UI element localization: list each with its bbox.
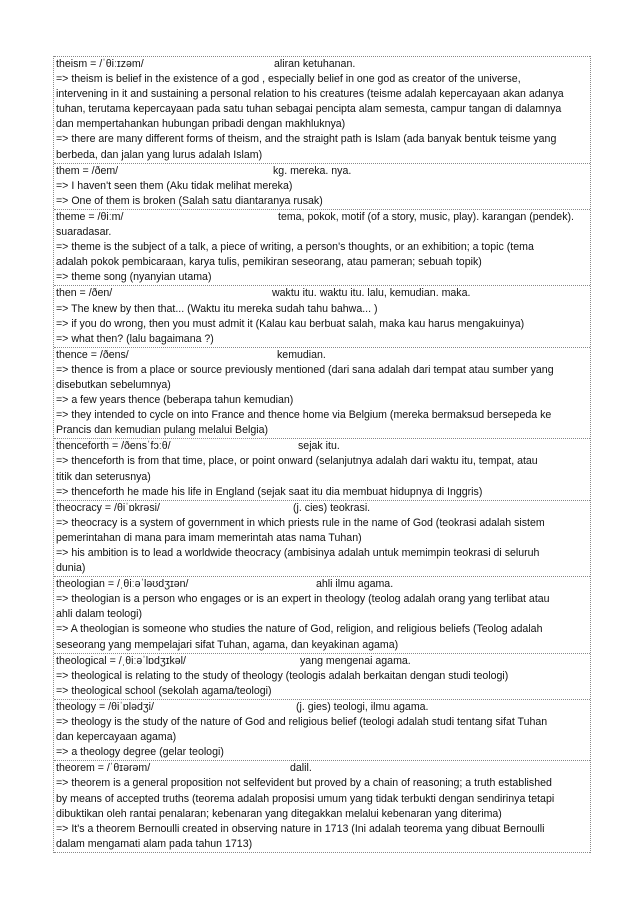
- entry-line: => a few years thence (beberapa tahun kemudian): [56, 394, 294, 407]
- entry-line: disebutkan sebelumnya): [56, 378, 171, 391]
- entry-line: => they intended to cycle on into France and thence home via Belgium (mereka bermaksud bersepeda ke: [56, 409, 552, 422]
- entry-headword: theocracy = /θiˈɒkrəsi/: [56, 501, 160, 514]
- entry-headline: [56, 439, 588, 454]
- entry-headline: [56, 348, 588, 363]
- entry-headword: theological = /ˌθiːəˈlɒdʒɪkəl/: [56, 654, 186, 667]
- entry-line: => theme is the subject of a talk, a piece of writing, a person's thoughts, or an exhibition; a topic (tema: [56, 241, 534, 254]
- entry-line: => One of them is broken (Salah satu diantaranya rusak): [56, 194, 323, 207]
- entry-line: => I haven't seen them (Aku tidak melihat mereka): [56, 179, 293, 192]
- entry-line: by means of accepted truths (teorema adalah proposisi umum yang tidak terbukti dengan sendirinya tetapi: [56, 792, 555, 805]
- entry-line: => theism is belief in the existence of a god , especially belief in one god as creator of the universe,: [56, 73, 521, 86]
- entry-line: => theologian is a person who engages or is an expert in theology (teolog adalah orang yang terlibat atau: [56, 593, 550, 606]
- dictionary-entry: [54, 285, 590, 346]
- entry-headline: [56, 654, 588, 669]
- dictionary-entry: [54, 209, 590, 285]
- entry-meaning: (j. gies) teologi, ilmu agama.: [296, 700, 429, 713]
- entry-line: tuhan, terutama kepercayaan pada satu tuhan sebagai pencipta alam semesta, campur tangan di dalamnya: [56, 103, 562, 116]
- entry-headline: [56, 57, 588, 72]
- entry-line: dibuktikan oleh rantai penalaran; kebenaran yang ditegakkan melalui kebenaran yang diterima): [56, 807, 502, 820]
- entry-meaning: kemudian.: [277, 348, 326, 361]
- entry-line: => thenceforth he made his life in England (sejak saat itu dia membuat hidupnya di Inggris): [56, 485, 483, 498]
- dictionary-entry: [54, 760, 590, 853]
- entry-line: => theological is relating to the study of theology (teologis adalah berkaitan dengan studi teologi): [56, 669, 509, 682]
- entry-line: => The knew by then that... (Waktu itu mereka sudah tahu bahwa... ): [56, 302, 378, 315]
- entry-headline: [56, 286, 588, 301]
- entry-line: => a theology degree (gelar teologi): [56, 746, 224, 759]
- entry-line: => there are many different forms of theism, and the straight path is Islam (ada banyak bentuk teisme yang: [56, 133, 557, 146]
- entry-line: => It's a theorem Bernoulli created in observing nature in 1713 (Ini adalah teorema yang dibuat Bernoulli: [56, 822, 545, 835]
- entry-meaning: tema, pokok, motif (of a story, music, play). karangan (pendek).: [278, 210, 574, 223]
- entry-line: => theme song (nyanyian utama): [56, 271, 212, 284]
- dictionary-entry: [54, 163, 590, 209]
- entry-line: => theorem is a general proposition not selfevident but proved by a chain of reasoning; a truth established: [56, 777, 552, 790]
- entry-meaning: kg. mereka. nya.: [273, 164, 352, 177]
- entry-line: => if you do wrong, then you must admit it (Kalau kau berbuat salah, maka kau harus mengakuinya): [56, 317, 525, 330]
- entry-line: => what then? (lalu bagaimana ?): [56, 332, 214, 345]
- entry-line: intervening in it and sustaining a personal relation to his creatures (teisme adalah kepercayaan akan adanya: [56, 88, 564, 101]
- entry-headword: theorem = /ˈθɪərəm/: [56, 762, 151, 775]
- dictionary-entry: [54, 576, 590, 652]
- entry-line: => theology is the study of the nature of God and religious belief (teologi adalah studi tentang sifat Tuhan: [56, 716, 548, 729]
- entry-meaning: waktu itu. waktu itu. lalu, kemudian. maka.: [272, 287, 471, 300]
- dictionary-entry: [54, 56, 590, 163]
- entry-line: berbeda, dan jalan yang lurus adalah Islam): [56, 148, 263, 161]
- entry-line: => his ambition is to lead a worldwide theocracy (ambisinya adalah untuk memimpin teokrasi di seluruh: [56, 547, 540, 559]
- entry-line: adalah pokok pembicaraan, karya tulis, pemikiran seseorang, atau pameran; sebuah topik): [56, 256, 482, 269]
- entry-headline: [56, 700, 588, 715]
- entry-headword: thenceforth = /ðensˈfɔːθ/: [56, 440, 171, 453]
- entry-line: suaradasar.: [56, 226, 112, 239]
- entry-headword: theology = /θiˈɒlədʒi/: [56, 700, 154, 713]
- dictionary-entry: [54, 699, 590, 760]
- entry-meaning: aliran ketuhanan.: [274, 58, 356, 70]
- entry-line: dan kepercayaan agama): [56, 731, 177, 744]
- entry-headword: theologian = /ˌθiːəˈləʊdʒɪən/: [56, 578, 189, 591]
- entry-headword: theme = /θiːm/: [56, 210, 124, 223]
- entry-line: => theological school (sekolah agama/teologi): [56, 684, 272, 697]
- entry-line: => thenceforth is from that time, place, or point onward (selanjutnya adalah dari waktu itu, tempat, atau: [56, 455, 538, 468]
- dictionary-entry: [54, 438, 590, 499]
- entry-headline: [56, 577, 588, 592]
- entry-line: Prancis dan kemudian pulang melalui Belgia): [56, 424, 268, 437]
- entry-headword: them = /ðem/: [56, 164, 119, 177]
- entry-line: ahli dalam teologi): [56, 608, 142, 621]
- dictionary-entry: [54, 500, 590, 576]
- entry-line: dunia): [56, 562, 86, 575]
- entry-headline: [56, 761, 588, 776]
- entry-headline: [56, 501, 588, 516]
- entry-headword: theism = /ˈθiːɪzəm/: [56, 58, 144, 70]
- entry-line: dan mempertahankan hubungan pribadi dengan makhluknya): [56, 118, 346, 131]
- entry-line: dalam mengamati alam pada tahun 1713): [56, 837, 253, 850]
- entry-meaning: sejak itu.: [298, 440, 340, 453]
- entry-line: pemerintahan di mana para imam memerintah atas nama Tuhan): [56, 531, 362, 544]
- dictionary-entry: [54, 347, 590, 439]
- dictionary-document: [53, 56, 591, 853]
- entry-line: seseorang yang mempelajari sifat Tuhan, agama, dan keyakinan agama): [56, 638, 399, 651]
- entry-meaning: dalil.: [290, 762, 312, 775]
- entry-line: => theocracy is a system of government in which priests rule in the name of God (teokrasi adalah sistem: [56, 516, 545, 529]
- entry-headline: [56, 164, 588, 179]
- entry-headword: thence = /ðens/: [56, 348, 129, 361]
- entry-line: titik dan seterusnya): [56, 470, 151, 483]
- entry-meaning: (j. cies) teokrasi.: [293, 501, 371, 514]
- entry-headword: then = /ðen/: [56, 287, 113, 300]
- entry-meaning: ahli ilmu agama.: [316, 578, 394, 591]
- entry-line: => thence is from a place or source previously mentioned (dari sana adalah dari tempat atau sumber yang: [56, 363, 554, 376]
- entry-line: => A theologian is someone who studies the nature of God, religion, and religious beliefs (Teolog adalah: [56, 623, 543, 636]
- entry-headline: [56, 210, 588, 225]
- dictionary-entry: [54, 653, 590, 699]
- entry-meaning: yang mengenai agama.: [300, 654, 411, 667]
